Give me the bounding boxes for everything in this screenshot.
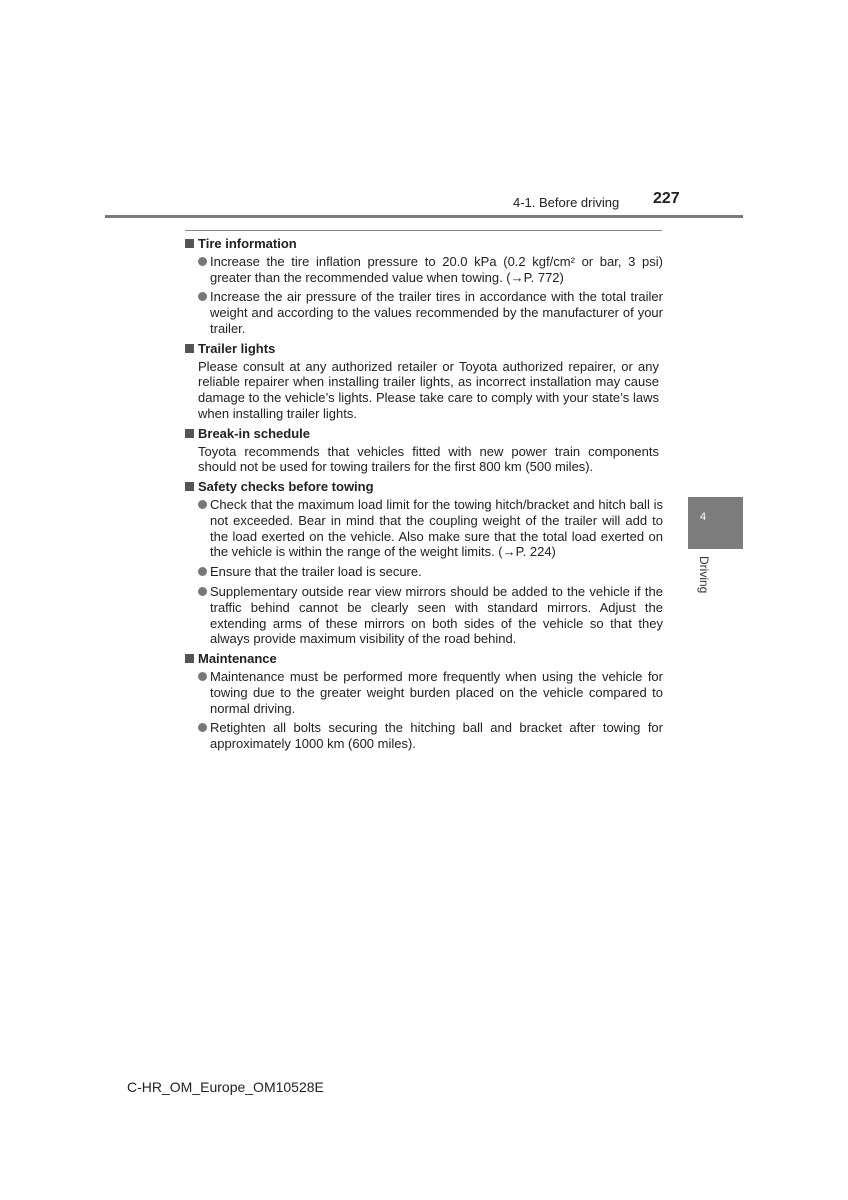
section-maintenance — [185, 651, 663, 752]
section-break-in-schedule — [185, 426, 663, 475]
square-bullet-icon — [185, 482, 194, 491]
page-number: 227 — [653, 190, 680, 207]
circle-bullet-icon — [198, 500, 207, 509]
square-bullet-icon — [185, 429, 194, 438]
list-item-text: Ensure that the trailer load is secure. — [210, 564, 422, 580]
section-title — [185, 426, 663, 442]
section-title — [185, 236, 663, 252]
page-content — [185, 236, 663, 756]
section-paragraph: Please consult at any authorized retailer or Toyota authorized repairer, or any reliable repairer when installing trailer lights, as incorrect installation may cause damage to the vehicle’s lights. Please take care to comply with your state’s laws when installing trailer lights. — [198, 358, 659, 421]
circle-bullet-icon — [198, 567, 207, 576]
list-item — [185, 669, 663, 716]
circle-bullet-icon — [198, 723, 207, 732]
square-bullet-icon — [185, 239, 194, 248]
header-section-title: 4-1. Before driving — [513, 195, 620, 210]
section-title — [185, 341, 663, 357]
section-trailer-lights — [185, 341, 663, 422]
circle-bullet-icon — [198, 257, 207, 266]
list-item — [185, 564, 663, 580]
chapter-label: Driving — [697, 556, 711, 594]
footer-document-code: C-HR_OM_Europe_OM10528E — [127, 1079, 324, 1095]
list-item — [185, 720, 663, 752]
list-item-text: Maintenance must be performed more frequently when using the vehicle for towing due to the greater weight burden placed on the vehicle compared to normal driving. — [210, 668, 663, 716]
list-item — [185, 584, 663, 647]
section-title — [185, 479, 663, 495]
square-bullet-icon — [185, 654, 194, 663]
list-item-text: Increase the air pressure of the trailer tires in accordance with the total trailer weight and according to the values recommended by the manufacturer of your trailer. — [210, 289, 663, 336]
header-rule — [105, 215, 743, 218]
square-bullet-icon — [185, 344, 194, 353]
section-title-text: Safety checks before towing — [198, 479, 374, 495]
list-item — [185, 289, 663, 336]
section-paragraph: Toyota recommends that vehicles fitted with new power train components should not be used for towing trailers for the first 800 km (500 miles). — [198, 443, 659, 475]
list-item-text: Retighten all bolts securing the hitching ball and bracket after towing for approximately 1000 km (600 miles). — [210, 720, 663, 752]
chapter-side-tab — [688, 497, 743, 549]
list-item-text: Increase the tire inflation pressure to 20.0 kPa (0.2 kgf/cm² or bar, 3 psi) greater than the recommended value when towing. (→P. 772) — [210, 253, 663, 285]
list-item — [185, 254, 663, 286]
content-top-rule — [185, 230, 662, 231]
circle-bullet-icon — [198, 292, 207, 301]
list-item-text: Supplementary outside rear view mirrors should be added to the vehicle if the traffic behind cannot be clearly seen with standard mirrors. Adjust the extending arms of these mirrors on both sides of the vehicle so that they always provide maximum visibility of the road behind. — [210, 583, 663, 647]
list-item — [185, 497, 663, 560]
chapter-number: 4 — [700, 511, 707, 523]
section-safety-checks — [185, 479, 663, 647]
circle-bullet-icon — [198, 587, 207, 596]
section-title-text: Trailer lights — [198, 340, 276, 356]
section-title — [185, 651, 663, 667]
section-tire-information — [185, 236, 663, 337]
section-title-text: Tire information — [198, 236, 297, 251]
section-title-text: Break-in schedule — [198, 425, 310, 441]
section-title-text: Maintenance — [198, 651, 277, 667]
list-item-text: Check that the maximum load limit for the towing hitch/bracket and hitch ball is not exceeded. Bear in mind that the coupling weight of the trailer will add to the load exerted on the vehicle. Also make sure that the total load exerted on the vehicle is within the range of the weight limits. (→P. 224) — [210, 496, 663, 560]
circle-bullet-icon — [198, 672, 207, 681]
